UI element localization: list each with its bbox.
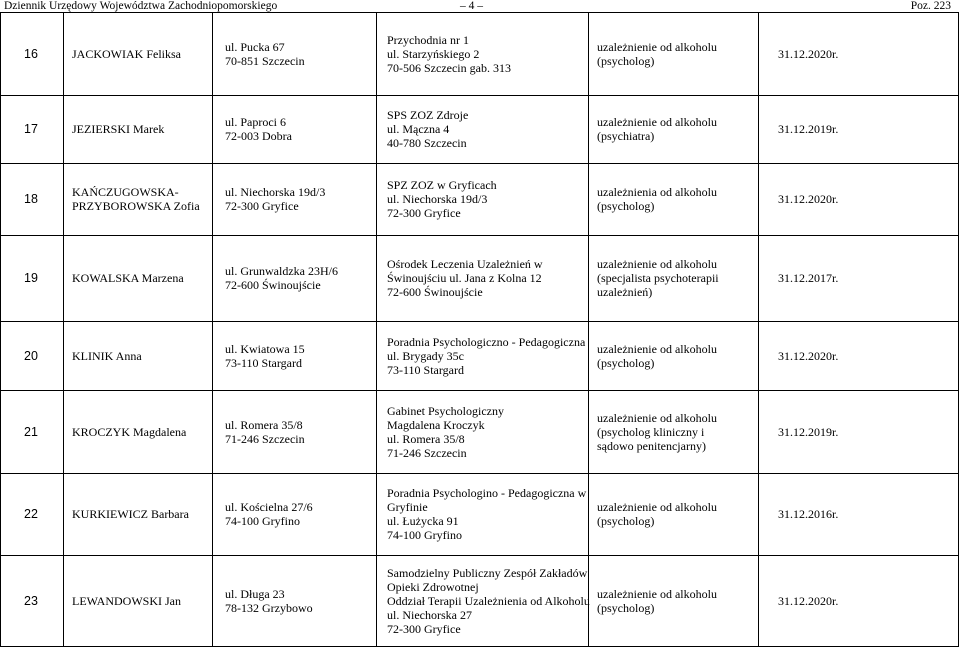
person-address-line: 78-132 Grzybowo — [225, 601, 313, 615]
specialization — [597, 342, 717, 370]
workplace-line: 72-300 Gryfice — [387, 622, 461, 636]
specialization-line: (psycholog) — [597, 601, 655, 615]
row-number: 22 — [24, 507, 38, 521]
workplace-line: Oddział Terapii Uzależnienia od Alkoholu — [387, 594, 590, 608]
column-divider — [212, 12, 213, 647]
page-number: – 4 – — [460, 0, 483, 12]
person-address — [225, 500, 313, 528]
validity-date: 31.12.2017r. — [778, 271, 839, 285]
specialization-line: uzależnienia od alkoholu — [597, 185, 717, 199]
workplace-line: SPS ZOZ Zdroje — [387, 108, 469, 122]
workplace — [387, 178, 497, 220]
specialization — [597, 40, 717, 68]
workplace-line: Poradnia Psychologiczno - Pedagogiczna — [387, 335, 586, 349]
workplace-line: 71-246 Szczecin — [387, 446, 467, 460]
workplace — [387, 486, 586, 542]
workplace-line: Magdalena Kroczyk — [387, 418, 485, 432]
specialization-line: (psychiatra) — [597, 129, 655, 143]
workplace — [387, 566, 590, 636]
column-divider — [758, 12, 759, 647]
workplace-line: Poradnia Psychologino - Pedagogiczna w — [387, 486, 587, 500]
person-name-line: KLINIK Anna — [72, 349, 142, 363]
row-divider — [0, 473, 959, 474]
page-header — [0, 0, 959, 12]
workplace-line: 73-110 Stargard — [387, 363, 464, 377]
validity-date: 31.12.2020r. — [778, 192, 839, 206]
position-number: Poz. 223 — [910, 0, 951, 12]
person-name — [72, 122, 164, 136]
workplace-line: ul. Łużycka 91 — [387, 514, 459, 528]
specialization-line: uzależnienie od alkoholu — [597, 411, 717, 425]
workplace-line: ul. Mączna 4 — [387, 122, 450, 136]
workplace-line: Opieki Zdrowotnej — [387, 580, 479, 594]
specialization-line: (specjalista psychoterapii — [597, 271, 719, 285]
row-divider — [0, 321, 959, 322]
specialization — [597, 587, 717, 615]
person-name — [72, 185, 200, 213]
specialization-line: (psycholog) — [597, 54, 655, 68]
specialization-line: sądowo penitencjarny) — [597, 439, 706, 453]
specialization — [597, 185, 717, 213]
row-divider — [0, 95, 959, 96]
person-name — [72, 594, 181, 608]
workplace-line: ul. Starzyńskiego 2 — [387, 47, 480, 61]
row-number: 20 — [24, 349, 38, 363]
journal-title: Dziennik Urzędowy Województwa Zachodniopomorskiego — [4, 0, 278, 12]
specialization-line: uzależnienie od alkoholu — [597, 587, 717, 601]
row-divider — [0, 235, 959, 236]
person-name — [72, 349, 142, 363]
person-address-line: ul. Długa 23 — [225, 587, 285, 601]
specialization-line: uzależnienie od alkoholu — [597, 257, 717, 271]
person-address-line: 72-600 Świnoujście — [225, 278, 321, 292]
workplace-line: 72-300 Gryfice — [387, 206, 461, 220]
person-address-line: ul. Kwiatowa 15 — [225, 342, 305, 356]
person-address — [225, 185, 325, 213]
workplace — [387, 335, 585, 377]
person-address — [225, 40, 305, 68]
row-divider — [0, 390, 959, 391]
column-divider — [588, 12, 589, 647]
person-address-line: ul. Kościelna 27/6 — [225, 500, 313, 514]
workplace-line: Gabinet Psychologiczny — [387, 404, 504, 418]
row-number: 19 — [24, 271, 38, 285]
person-address-line: 73-110 Stargard — [225, 356, 302, 370]
person-address-line: ul. Grunwaldzka 23H/6 — [225, 264, 338, 278]
workplace — [387, 108, 468, 150]
person-name — [72, 47, 181, 61]
person-address-line: 72-300 Gryfice — [225, 199, 299, 213]
workplace — [387, 257, 543, 299]
validity-date: 31.12.2016r. — [778, 507, 839, 521]
row-divider — [0, 163, 959, 164]
workplace-line: Ośrodek Leczenia Uzależnień w — [387, 257, 543, 271]
specialization-line: (psycholog) — [597, 356, 655, 370]
validity-date: 31.12.2020r. — [778, 594, 839, 608]
row-number: 17 — [24, 122, 38, 136]
specialization — [597, 500, 717, 528]
workplace-line: ul. Romera 35/8 — [387, 432, 465, 446]
row-number: 23 — [24, 594, 38, 608]
row-divider — [0, 12, 959, 13]
specialization — [597, 257, 719, 299]
person-address-line: ul. Romera 35/8 — [225, 418, 303, 432]
workplace — [387, 33, 511, 75]
specialization-line: uzależnienie od alkoholu — [597, 342, 717, 356]
specialization-line: (psycholog) — [597, 514, 655, 528]
person-name — [72, 271, 184, 285]
person-address — [225, 342, 305, 370]
workplace-line: Przychodnia nr 1 — [387, 33, 469, 47]
person-name-line: KAŃCZUGOWSKA- — [72, 185, 179, 199]
person-address-line: 74-100 Gryfino — [225, 514, 300, 528]
person-name — [72, 507, 189, 521]
workplace-line: 70-506 Szczecin gab. 313 — [387, 61, 511, 75]
person-name-line: KOWALSKA Marzena — [72, 271, 184, 285]
person-name-line: LEWANDOWSKI Jan — [72, 594, 181, 608]
column-divider — [63, 12, 64, 647]
column-divider — [0, 12, 1, 647]
validity-date: 31.12.2019r. — [778, 425, 839, 439]
specialization-line: (psycholog kliniczny i — [597, 425, 705, 439]
column-divider — [376, 12, 377, 647]
person-name-line: KURKIEWICZ Barbara — [72, 507, 189, 521]
row-number: 18 — [24, 192, 38, 206]
workplace-line: 72-600 Świnoujście — [387, 285, 483, 299]
workplace-line: SPZ ZOZ w Gryficach — [387, 178, 497, 192]
workplace-line: Samodzielny Publiczny Zespół Zakładów — [387, 566, 588, 580]
person-address — [225, 587, 313, 615]
specialization-line: uzależnienie od alkoholu — [597, 40, 717, 54]
row-number: 16 — [24, 47, 38, 61]
person-address-line: 71-246 Szczecin — [225, 432, 305, 446]
workplace-line: Świnoujściu ul. Jana z Kolna 12 — [387, 271, 542, 285]
workplace-line: Gryfinie — [387, 500, 428, 514]
validity-date: 31.12.2020r. — [778, 349, 839, 363]
person-name-line: PRZYBOROWSKA Zofia — [72, 199, 200, 213]
person-address — [225, 115, 292, 143]
validity-date: 31.12.2020r. — [778, 47, 839, 61]
person-name-line: KROCZYK Magdalena — [72, 425, 187, 439]
person-address-line: 72-003 Dobra — [225, 129, 292, 143]
workplace-line: 74-100 Gryfino — [387, 528, 462, 542]
person-address — [225, 264, 338, 292]
person-address-line: 70-851 Szczecin — [225, 54, 305, 68]
workplace-line: ul. Niechorska 19d/3 — [387, 192, 488, 206]
person-address — [225, 418, 305, 446]
specialization — [597, 115, 717, 143]
row-divider — [0, 555, 959, 556]
workplace-line: ul. Niechorska 27 — [387, 608, 472, 622]
person-address-line: ul. Niechorska 19d/3 — [225, 185, 326, 199]
person-address-line: ul. Paproci 6 — [225, 115, 286, 129]
specialization-line: uzależnień) — [597, 285, 653, 299]
specialization-line: (psycholog) — [597, 199, 655, 213]
specialization — [597, 411, 717, 453]
person-address-line: ul. Pucka 67 — [225, 40, 285, 54]
person-name — [72, 425, 186, 439]
person-name-line: JACKOWIAK Feliksa — [72, 47, 181, 61]
validity-date: 31.12.2019r. — [778, 122, 839, 136]
specialization-line: uzależnienie od alkoholu — [597, 115, 717, 129]
row-number: 21 — [24, 425, 38, 439]
workplace-line: 40-780 Szczecin — [387, 136, 467, 150]
workplace-line: ul. Brygady 35c — [387, 349, 464, 363]
person-name-line: JEZIERSKI Marek — [72, 122, 165, 136]
workplace — [387, 404, 504, 460]
specialization-line: uzależnienie od alkoholu — [597, 500, 717, 514]
